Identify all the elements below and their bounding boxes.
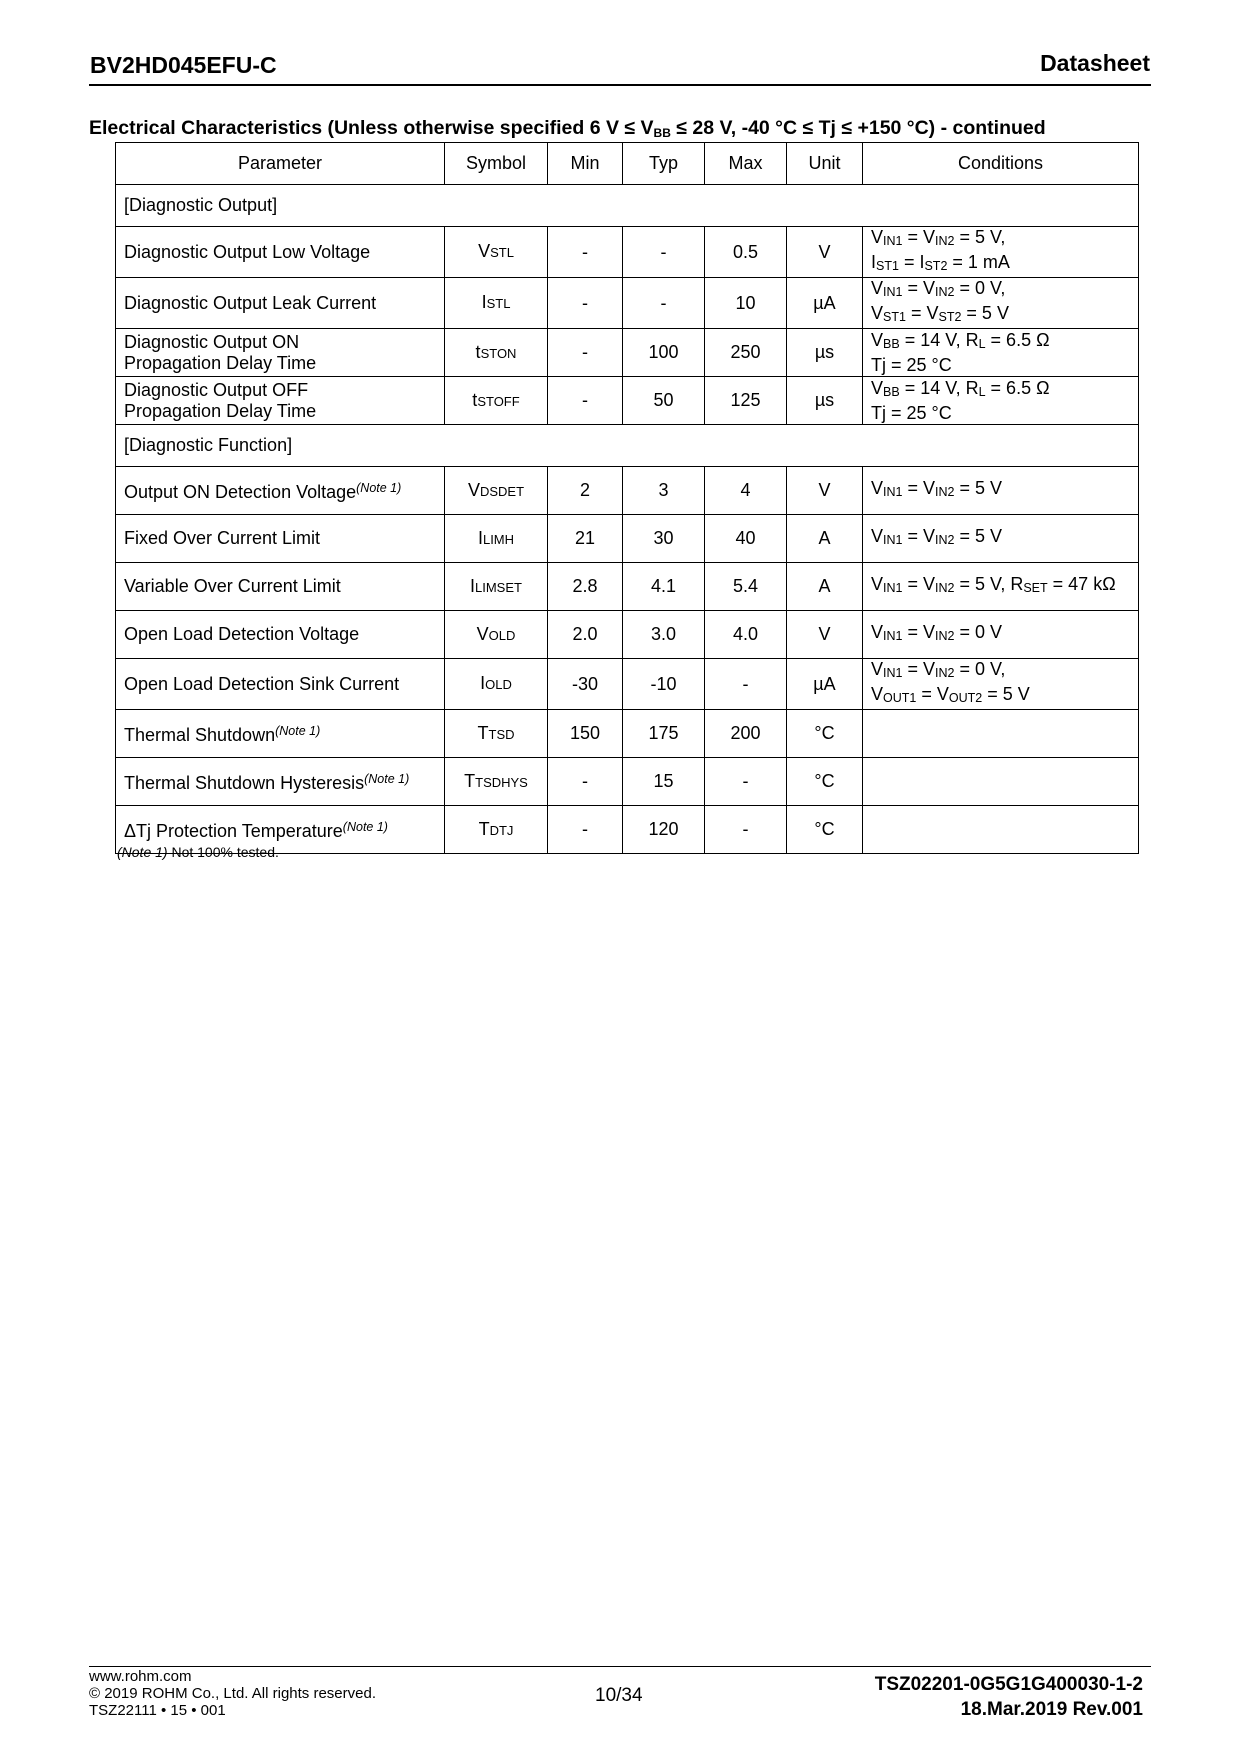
table-row	[116, 758, 1139, 806]
symbol-cell: TTSDHYS	[445, 758, 548, 806]
conditions-cell	[863, 710, 1139, 758]
typ-cell: -10	[623, 659, 705, 710]
table-row	[116, 563, 1139, 611]
symbol-cell: TTSD	[445, 710, 548, 758]
typ-cell: 3	[623, 467, 705, 515]
table-row	[116, 227, 1139, 278]
max-cell: 250	[705, 329, 787, 377]
symbol-cell: ILIMSET	[445, 563, 548, 611]
header-conditions: Conditions	[863, 143, 1139, 185]
typ-cell: 50	[623, 377, 705, 425]
unit-cell: V	[787, 611, 863, 659]
footer-form-code: TSZ22111 • 15 • 001	[89, 1702, 226, 1719]
group-row	[116, 425, 1139, 467]
header-parameter: Parameter	[116, 143, 445, 185]
group-row	[116, 185, 1139, 227]
doc-type: Datasheet	[1040, 50, 1150, 76]
table-row	[116, 515, 1139, 563]
conditions-cell: VIN1 = VIN2 = 0 V, VOUT1 = VOUT2 = 5 V	[863, 659, 1139, 710]
min-cell: -	[548, 377, 623, 425]
symbol-cell: VSTL	[445, 227, 548, 278]
typ-cell: 120	[623, 806, 705, 854]
param-cell: Thermal Shutdown$^{(Note 1)}$	[116, 710, 445, 758]
max-cell: 40	[705, 515, 787, 563]
conditions-cell	[863, 758, 1139, 806]
unit-cell: A	[787, 515, 863, 563]
param-cell: Output ON Detection Voltage$^{(Note 1)}$	[116, 467, 445, 515]
param-cell: Open Load Detection Voltage	[116, 611, 445, 659]
unit-cell: µA	[787, 278, 863, 329]
typ-cell: 4.1	[623, 563, 705, 611]
part-number: BV2HD045EFU-C	[90, 52, 277, 78]
page-number: 10/34	[595, 1685, 643, 1706]
max-cell: 200	[705, 710, 787, 758]
min-cell: 2.0	[548, 611, 623, 659]
table-row	[116, 659, 1139, 710]
unit-cell: µA	[787, 659, 863, 710]
min-cell: -	[548, 806, 623, 854]
header-symbol: Symbol	[445, 143, 548, 185]
unit-cell: °C	[787, 806, 863, 854]
max-cell: -	[705, 758, 787, 806]
symbol-cell: ISTL	[445, 278, 548, 329]
unit-cell: A	[787, 563, 863, 611]
symbol-cell: tSTON	[445, 329, 548, 377]
table-row	[116, 611, 1139, 659]
unit-cell: µs	[787, 377, 863, 425]
param-cell: Diagnostic Output OFF Propagation Delay Time	[116, 377, 445, 425]
typ-cell: 100	[623, 329, 705, 377]
typ-cell: -	[623, 278, 705, 329]
max-cell: 4.0	[705, 611, 787, 659]
footer-copyright: © 2019 ROHM Co., Ltd. All rights reserved.	[89, 1685, 376, 1702]
footer-left	[89, 1668, 376, 1719]
header-typ: Typ	[623, 143, 705, 185]
param-cell: ΔTj Protection Temperature$^{(Note 1)}$	[116, 806, 445, 854]
conditions-cell: VIN1 = VIN2 = 0 V, VST1 = VST2 = 5 V	[863, 278, 1139, 329]
param-cell: Open Load Detection Sink Current	[116, 659, 445, 710]
symbol-cell: VDSDET	[445, 467, 548, 515]
table-row	[116, 377, 1139, 425]
group-label: [Diagnostic Function]	[116, 425, 1139, 467]
footnote: (Note 1) Not 100% tested.	[117, 844, 279, 860]
min-cell: -	[548, 758, 623, 806]
min-cell: 21	[548, 515, 623, 563]
typ-cell: 15	[623, 758, 705, 806]
header-unit: Unit	[787, 143, 863, 185]
footer-rule	[89, 1666, 1151, 1667]
max-cell: -	[705, 806, 787, 854]
typ-cell: 175	[623, 710, 705, 758]
conditions-cell: VIN1 = VIN2 = 5 V	[863, 467, 1139, 515]
typ-cell: 3.0	[623, 611, 705, 659]
conditions-cell: VIN1 = VIN2 = 5 V, RSET = 47 kΩ	[863, 563, 1139, 611]
min-cell: 2.8	[548, 563, 623, 611]
table-row	[116, 467, 1139, 515]
conditions-cell: VBB = 14 V, RL = 6.5 Ω Tj = 25 °C	[863, 377, 1139, 425]
unit-cell: µs	[787, 329, 863, 377]
unit-cell: °C	[787, 710, 863, 758]
min-cell: 150	[548, 710, 623, 758]
electrical-characteristics-table	[115, 142, 1139, 854]
header-min: Min	[548, 143, 623, 185]
max-cell: 4	[705, 467, 787, 515]
param-cell: Thermal Shutdown Hysteresis$^{(Note 1)}$	[116, 758, 445, 806]
symbol-cell: TDTJ	[445, 806, 548, 854]
max-cell: 5.4	[705, 563, 787, 611]
param-cell: Diagnostic Output ON Propagation Delay Time	[116, 329, 445, 377]
symbol-cell: tSTOFF	[445, 377, 548, 425]
footer-website: www.rohm.com	[89, 1668, 192, 1685]
max-cell: -	[705, 659, 787, 710]
param-cell: Variable Over Current Limit	[116, 563, 445, 611]
group-label: [Diagnostic Output]	[116, 185, 1139, 227]
typ-cell: 30	[623, 515, 705, 563]
doc-number: TSZ02201-0G5G1G400030-1-2	[874, 1674, 1143, 1695]
unit-cell: V	[787, 227, 863, 278]
symbol-cell: ILIMH	[445, 515, 548, 563]
revision: 18.Mar.2019 Rev.001	[960, 1699, 1143, 1720]
conditions-cell: VIN1 = VIN2 = 5 V	[863, 515, 1139, 563]
conditions-cell: VBB = 14 V, RL = 6.5 Ω Tj = 25 °C	[863, 329, 1139, 377]
min-cell: -30	[548, 659, 623, 710]
param-cell: Diagnostic Output Leak Current	[116, 278, 445, 329]
symbol-cell: VOLD	[445, 611, 548, 659]
conditions-cell: VIN1 = VIN2 = 0 V	[863, 611, 1139, 659]
unit-cell: V	[787, 467, 863, 515]
section-title: Electrical Characteristics (Unless otherwise specified 6 $V \le V_{BB} \le 28$ V, -40 °C ≤ Tj ≤ +150 °C) - continued	[89, 117, 1046, 140]
min-cell: 2	[548, 467, 623, 515]
min-cell: -	[548, 227, 623, 278]
min-cell: -	[548, 329, 623, 377]
footer-right	[875, 1672, 1143, 1722]
conditions-cell: VIN1 = VIN2 = 5 V, IST1 = IST2 = 1 mA	[863, 227, 1139, 278]
typ-cell: -	[623, 227, 705, 278]
max-cell: 125	[705, 377, 787, 425]
conditions-cell	[863, 806, 1139, 854]
max-cell: 10	[705, 278, 787, 329]
table-row	[116, 278, 1139, 329]
table-row	[116, 710, 1139, 758]
max-cell: 0.5	[705, 227, 787, 278]
param-cell: Fixed Over Current Limit	[116, 515, 445, 563]
min-cell: -	[548, 278, 623, 329]
header-rule	[89, 84, 1151, 86]
param-cell: Diagnostic Output Low Voltage	[116, 227, 445, 278]
header-max: Max	[705, 143, 787, 185]
unit-cell: °C	[787, 758, 863, 806]
table-row	[116, 329, 1139, 377]
table-header-row	[116, 143, 1139, 185]
symbol-cell: IOLD	[445, 659, 548, 710]
